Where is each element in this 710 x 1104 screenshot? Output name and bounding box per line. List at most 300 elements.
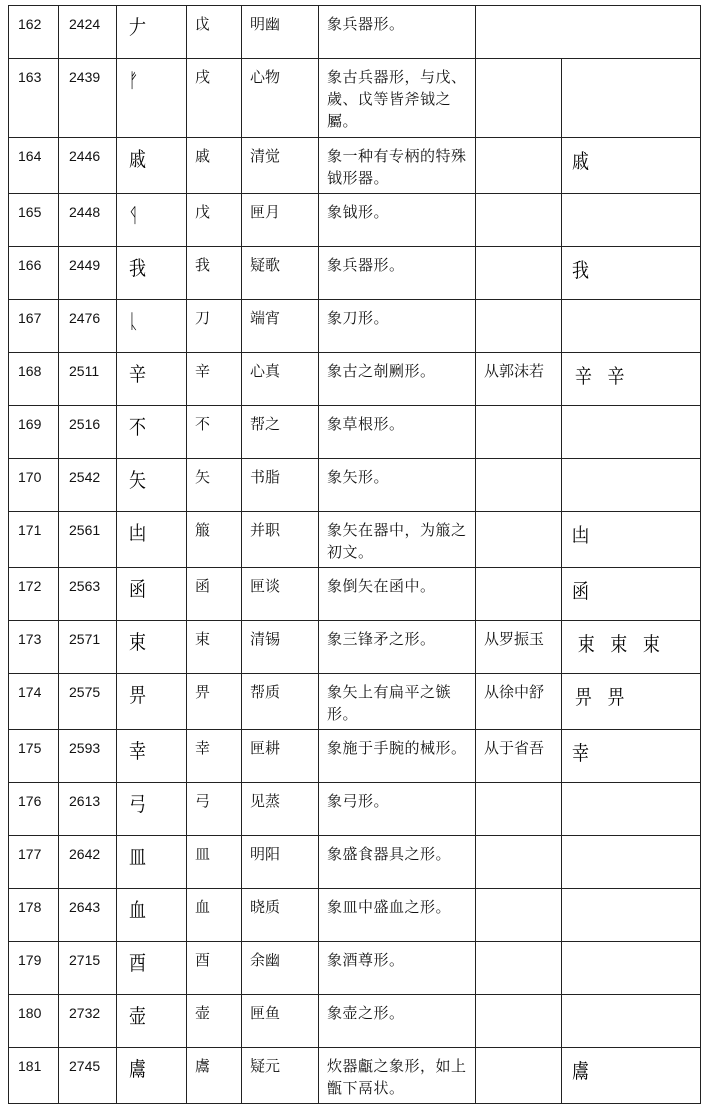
table-row (9, 6, 701, 59)
glyph-cell (117, 59, 187, 138)
code-cell (59, 889, 117, 942)
code-text: 2476 (69, 310, 101, 326)
modern-character-text: 幸 (195, 739, 211, 757)
code-text: 2732 (69, 1005, 101, 1021)
pronunciation-text: 心物 (250, 68, 281, 86)
pronunciation-cell (242, 59, 319, 138)
row-number-text: 170 (18, 469, 42, 485)
oracle-glyph-image: 凷 (128, 521, 152, 545)
row-number-text: 181 (18, 1058, 42, 1074)
oracle-glyph-image: 辛 (128, 362, 152, 386)
description-cell (319, 6, 476, 59)
source-cell (476, 353, 562, 406)
source-cell (476, 247, 562, 300)
modern-character-text: 戉 (195, 15, 211, 33)
pronunciation-cell (242, 6, 319, 59)
source-text: 从罗振玉 (484, 630, 545, 648)
row-number-text: 164 (18, 148, 42, 164)
pronunciation-cell (242, 730, 319, 783)
description-cell (319, 406, 476, 459)
row-number-cell (9, 247, 59, 300)
pronunciation-cell (242, 406, 319, 459)
code-text: 2745 (69, 1058, 101, 1074)
code-text: 2516 (69, 416, 101, 432)
description-text: 象施于手腕的械形。 (327, 739, 467, 757)
pronunciation-text: 匣月 (250, 203, 281, 221)
glyph-cell (117, 995, 187, 1048)
modern-character-cell (187, 995, 242, 1048)
modern-character-cell (187, 459, 242, 512)
description-cell (319, 889, 476, 942)
pronunciation-text: 明阳 (250, 845, 281, 863)
table-row (9, 1048, 701, 1104)
table-row (9, 247, 701, 300)
description-cell (319, 247, 476, 300)
oracle-glyph-image: 畀 (128, 683, 152, 707)
oracle-glyph-image: 畀 畀 (574, 685, 630, 709)
code-text: 2642 (69, 846, 101, 862)
source-cell (476, 6, 562, 59)
oracle-glyph-image: 函 (571, 579, 595, 603)
row-number-cell (9, 730, 59, 783)
row-number-text: 172 (18, 578, 42, 594)
glyph-cell (117, 674, 187, 730)
table-row (9, 459, 701, 512)
code-cell (59, 300, 117, 353)
pronunciation-text: 清锡 (250, 630, 281, 648)
row-number-text: 171 (18, 522, 42, 538)
oracle-glyph-image: 我 (571, 258, 595, 282)
row-number-text: 166 (18, 257, 42, 273)
description-cell (319, 621, 476, 674)
glyph-cell (117, 621, 187, 674)
modern-character-cell (187, 353, 242, 406)
variant-glyph-cell (562, 353, 701, 406)
variant-glyph-cell (562, 138, 701, 194)
row-number-cell (9, 59, 59, 138)
pronunciation-cell (242, 783, 319, 836)
row-number-cell (9, 836, 59, 889)
modern-character-text: 戚 (195, 147, 211, 165)
oracle-glyph-image: 幸 (128, 739, 152, 763)
row-number-text: 179 (18, 952, 42, 968)
code-text: 2575 (69, 684, 101, 700)
modern-character-text: 血 (195, 898, 211, 916)
modern-character-cell (187, 6, 242, 59)
description-text: 炊器甗之象形，如上甑下鬲状。 (327, 1057, 467, 1097)
oracle-glyph-image: ᚠ (128, 68, 144, 92)
row-number-cell (9, 889, 59, 942)
oracle-glyph-image: 弓 (128, 792, 152, 816)
oracle-glyph-image: 束 (128, 630, 152, 654)
table-row (9, 59, 701, 138)
modern-character-text: 函 (195, 577, 211, 595)
description-text: 象草根形。 (327, 415, 405, 433)
table-row (9, 942, 701, 995)
modern-character-cell (187, 247, 242, 300)
source-cell (476, 512, 562, 568)
modern-character-text: 辛 (195, 362, 211, 380)
modern-character-cell (187, 942, 242, 995)
description-cell (319, 836, 476, 889)
code-text: 2571 (69, 631, 101, 647)
modern-character-text: 我 (195, 256, 211, 274)
table-row (9, 568, 701, 621)
variant-glyph-cell (562, 6, 701, 59)
table-row (9, 674, 701, 730)
row-number-text: 177 (18, 846, 42, 862)
description-text: 象一种有专柄的特殊钺形器。 (327, 147, 467, 187)
variant-glyph-cell (562, 459, 701, 512)
code-cell (59, 512, 117, 568)
modern-character-cell (187, 300, 242, 353)
glyph-cell (117, 836, 187, 889)
code-cell (59, 6, 117, 59)
table-row (9, 353, 701, 406)
oracle-glyph-image: 鬳 (571, 1059, 595, 1083)
modern-character-cell (187, 674, 242, 730)
oracle-glyph-image: 壶 (128, 1004, 152, 1028)
description-cell (319, 995, 476, 1048)
row-number-cell (9, 568, 59, 621)
source-text: 从郭沫若 (484, 362, 545, 380)
oracle-glyph-image: 鬳 (128, 1057, 152, 1081)
modern-character-cell (187, 783, 242, 836)
pronunciation-text: 清觉 (250, 147, 281, 165)
oracle-glyph-image: 辛 辛 (574, 364, 630, 388)
row-number-cell (9, 194, 59, 247)
pronunciation-text: 疑元 (250, 1057, 281, 1075)
variant-glyph-cell (562, 247, 701, 300)
oracle-glyph-image: 皿 (128, 845, 152, 869)
row-number-cell (9, 783, 59, 836)
description-cell (319, 138, 476, 194)
pronunciation-cell (242, 512, 319, 568)
pronunciation-cell (242, 621, 319, 674)
row-number-text: 176 (18, 793, 42, 809)
glyph-cell (117, 783, 187, 836)
description-cell (319, 568, 476, 621)
variant-glyph-cell (562, 300, 701, 353)
oracle-glyph-image: 幸 (571, 741, 595, 765)
table-row (9, 730, 701, 783)
code-text: 2593 (69, 740, 101, 756)
pronunciation-cell (242, 300, 319, 353)
row-number-text: 163 (18, 69, 42, 85)
table-row (9, 889, 701, 942)
glyph-cell (117, 6, 187, 59)
description-text: 象矢在器中，为箙之初文。 (327, 521, 467, 561)
table-row (9, 783, 701, 836)
table-row (9, 995, 701, 1048)
variant-glyph-cell (562, 406, 701, 459)
source-text: 从徐中舒 (484, 683, 545, 701)
oracle-glyph-image: 函 (128, 577, 152, 601)
description-cell (319, 459, 476, 512)
variant-glyph-cell (562, 1048, 701, 1104)
row-number-text: 162 (18, 16, 42, 32)
code-text: 2439 (69, 69, 101, 85)
modern-character-text: 皿 (195, 845, 211, 863)
row-number-text: 174 (18, 684, 42, 700)
row-number-cell (9, 674, 59, 730)
row-number-cell (9, 621, 59, 674)
row-number-cell (9, 6, 59, 59)
modern-character-text: 刀 (195, 309, 211, 327)
oracle-glyph-image: ᛩ (128, 203, 144, 227)
oracle-glyph-image: ᚳ (128, 309, 144, 333)
code-text: 2563 (69, 578, 101, 594)
oracle-glyph-image: 血 (128, 898, 152, 922)
pronunciation-text: 匣鱼 (250, 1004, 281, 1022)
code-text: 2715 (69, 952, 101, 968)
description-text: 象盛食器具之形。 (327, 845, 452, 863)
pronunciation-cell (242, 889, 319, 942)
modern-character-text: 戌 (195, 68, 211, 86)
description-cell (319, 59, 476, 138)
modern-character-text: 箙 (195, 521, 211, 539)
source-cell (476, 730, 562, 783)
code-cell (59, 621, 117, 674)
row-number-text: 169 (18, 416, 42, 432)
source-cell (476, 1048, 562, 1104)
row-number-text: 168 (18, 363, 42, 379)
variant-glyph-cell (562, 783, 701, 836)
pronunciation-text: 见蒸 (250, 792, 281, 810)
description-text: 象矢上有扁平之镞形。 (327, 683, 452, 723)
glyph-cell (117, 353, 187, 406)
source-cell (476, 674, 562, 730)
modern-character-cell (187, 621, 242, 674)
source-cell (476, 995, 562, 1048)
source-cell (476, 942, 562, 995)
variant-glyph-cell (562, 730, 701, 783)
modern-character-cell (187, 59, 242, 138)
pronunciation-text: 帮之 (250, 415, 281, 433)
description-text: 象三锋矛之形。 (327, 630, 436, 648)
code-text: 2511 (69, 363, 100, 379)
pronunciation-text: 帮质 (250, 683, 281, 701)
pronunciation-cell (242, 995, 319, 1048)
description-text: 象兵器形。 (327, 15, 405, 33)
oracle-glyph-image: 戚 (128, 147, 152, 171)
glyph-cell (117, 194, 187, 247)
glyph-cell (117, 300, 187, 353)
glyph-cell (117, 138, 187, 194)
pronunciation-text: 端宵 (250, 309, 281, 327)
glyph-cell (117, 889, 187, 942)
pronunciation-cell (242, 353, 319, 406)
description-text: 象古之剞劂形。 (327, 362, 436, 380)
variant-glyph-cell (562, 674, 701, 730)
code-cell (59, 674, 117, 730)
description-text: 象弓形。 (327, 792, 390, 810)
pronunciation-text: 心真 (250, 362, 281, 380)
glyph-cell (117, 406, 187, 459)
pronunciation-text: 并职 (250, 521, 281, 539)
code-cell (59, 138, 117, 194)
table-row (9, 512, 701, 568)
variant-glyph-cell (562, 836, 701, 889)
description-cell (319, 730, 476, 783)
modern-character-cell (187, 1048, 242, 1104)
glyph-cell (117, 459, 187, 512)
pronunciation-text: 明幽 (250, 15, 281, 33)
variant-glyph-cell (562, 942, 701, 995)
table-row (9, 194, 701, 247)
row-number-cell (9, 995, 59, 1048)
code-text: 2448 (69, 204, 101, 220)
variant-glyph-cell (562, 889, 701, 942)
modern-character-cell (187, 194, 242, 247)
variant-glyph-cell (562, 512, 701, 568)
code-cell (59, 406, 117, 459)
code-cell (59, 995, 117, 1048)
pronunciation-cell (242, 247, 319, 300)
description-text: 象皿中盛血之形。 (327, 898, 452, 916)
row-number-cell (9, 406, 59, 459)
source-cell (476, 783, 562, 836)
variant-glyph-cell (562, 568, 701, 621)
table-row (9, 300, 701, 353)
code-cell (59, 247, 117, 300)
source-cell (476, 889, 562, 942)
modern-character-text: 弓 (195, 792, 211, 810)
modern-character-cell (187, 889, 242, 942)
row-number-cell (9, 300, 59, 353)
variant-glyph-cell (562, 995, 701, 1048)
oracle-glyph-image: 戚 (571, 149, 595, 173)
glyph-cell (117, 568, 187, 621)
glyph-cell (117, 942, 187, 995)
character-table (8, 5, 701, 1104)
pronunciation-cell (242, 138, 319, 194)
oracle-glyph-image: 我 (128, 256, 152, 280)
pronunciation-text: 匣耕 (250, 739, 281, 757)
code-cell (59, 942, 117, 995)
row-number-cell (9, 942, 59, 995)
pronunciation-cell (242, 674, 319, 730)
source-cell (476, 138, 562, 194)
row-number-cell (9, 459, 59, 512)
modern-character-cell (187, 512, 242, 568)
code-text: 2446 (69, 148, 101, 164)
oracle-glyph-image: 束 束 束 (577, 632, 666, 656)
modern-character-text: 酉 (195, 951, 211, 969)
description-cell (319, 942, 476, 995)
row-number-cell (9, 353, 59, 406)
description-text: 象壶之形。 (327, 1004, 405, 1022)
code-cell (59, 730, 117, 783)
row-number-text: 175 (18, 740, 42, 756)
code-text: 2542 (69, 469, 101, 485)
pronunciation-text: 书脂 (250, 468, 281, 486)
variant-glyph-cell (562, 59, 701, 138)
source-cell (476, 836, 562, 889)
source-cell (476, 406, 562, 459)
pronunciation-text: 余幽 (250, 951, 281, 969)
pronunciation-cell (242, 942, 319, 995)
modern-character-text: 鬳 (195, 1057, 211, 1075)
row-number-text: 167 (18, 310, 42, 326)
modern-character-text: 畀 (195, 683, 211, 701)
code-text: 2449 (69, 257, 101, 273)
oracle-glyph-image: 𠂇 (128, 15, 152, 39)
description-cell (319, 194, 476, 247)
modern-character-cell (187, 138, 242, 194)
oracle-glyph-image: 酉 (128, 951, 152, 975)
source-cell (476, 194, 562, 247)
source-cell (476, 459, 562, 512)
glyph-cell (117, 1048, 187, 1104)
modern-character-cell (187, 568, 242, 621)
code-text: 2424 (69, 16, 101, 32)
description-text: 象矢形。 (327, 468, 390, 486)
pronunciation-cell (242, 459, 319, 512)
code-cell (59, 783, 117, 836)
modern-character-text: 壶 (195, 1004, 211, 1022)
oracle-glyph-image: 凷 (571, 523, 595, 547)
modern-character-cell (187, 730, 242, 783)
variant-glyph-cell (562, 621, 701, 674)
description-text: 象酒尊形。 (327, 951, 405, 969)
code-cell (59, 836, 117, 889)
pronunciation-cell (242, 1048, 319, 1104)
pronunciation-cell (242, 194, 319, 247)
row-number-text: 178 (18, 899, 42, 915)
pronunciation-cell (242, 568, 319, 621)
table-row (9, 836, 701, 889)
glyph-cell (117, 247, 187, 300)
oracle-glyph-image: 不 (128, 415, 152, 439)
row-number-cell (9, 512, 59, 568)
row-number-text: 180 (18, 1005, 42, 1021)
description-text: 象刀形。 (327, 309, 390, 327)
code-cell (59, 59, 117, 138)
row-number-text: 173 (18, 631, 42, 647)
oracle-glyph-image: 矢 (128, 468, 152, 492)
code-cell (59, 353, 117, 406)
table-row (9, 138, 701, 194)
source-cell (476, 568, 562, 621)
code-text: 2561 (69, 522, 101, 538)
code-text: 2613 (69, 793, 101, 809)
table-row (9, 406, 701, 459)
source-cell (476, 300, 562, 353)
modern-character-text: 不 (195, 415, 211, 433)
code-cell (59, 459, 117, 512)
description-cell (319, 783, 476, 836)
row-number-cell (9, 1048, 59, 1104)
modern-character-text: 戊 (195, 203, 211, 221)
description-text: 象兵器形。 (327, 256, 405, 274)
description-text: 象古兵器形，与戊、歲、戉等皆斧钺之屬。 (327, 68, 467, 130)
description-cell (319, 300, 476, 353)
source-cell (476, 59, 562, 138)
modern-character-cell (187, 836, 242, 889)
modern-character-cell (187, 406, 242, 459)
code-cell (59, 194, 117, 247)
pronunciation-text: 匣谈 (250, 577, 281, 595)
pronunciation-text: 晓质 (250, 898, 281, 916)
source-cell (476, 621, 562, 674)
code-cell (59, 1048, 117, 1104)
table-row (9, 621, 701, 674)
description-cell (319, 353, 476, 406)
variant-glyph-cell (562, 194, 701, 247)
glyph-cell (117, 730, 187, 783)
code-cell (59, 568, 117, 621)
